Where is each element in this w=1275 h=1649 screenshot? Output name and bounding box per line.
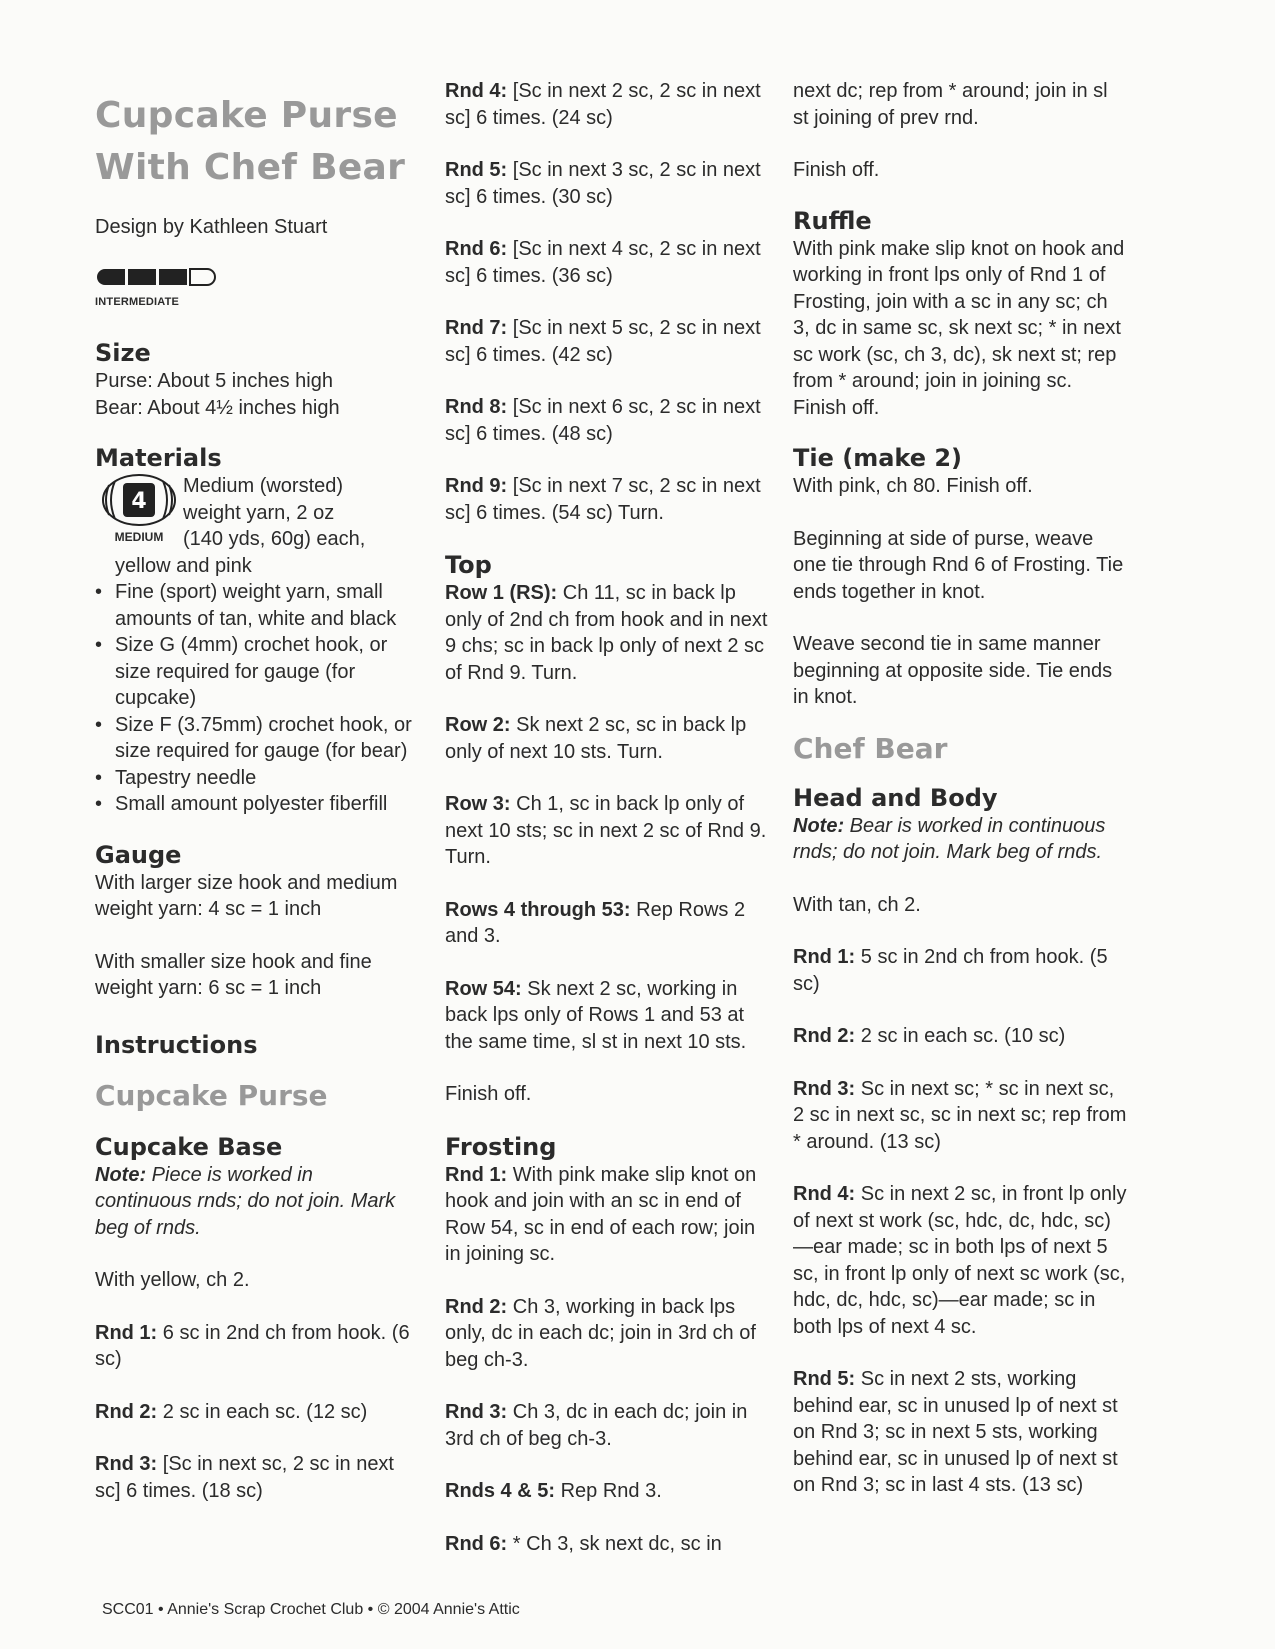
round-step <box>445 157 775 210</box>
ruffle-section <box>793 206 1128 422</box>
finish-off: Finish off. <box>793 159 880 181</box>
start-instruction: With tan, ch 2. <box>793 893 921 916</box>
step-text: With pink make slip knot on hook and join with an sc in end of Row 54, sc in end of each row; join in joining sc. <box>445 1163 757 1265</box>
step-label: Row 1 (RS): <box>445 582 558 604</box>
column-2 <box>445 78 775 1557</box>
skill-level-bar-icon <box>95 267 219 287</box>
round-step <box>445 1399 775 1452</box>
step-text: Rep Rows 2 and 3. <box>445 898 746 947</box>
gauge-section <box>95 840 415 1002</box>
yarn-line: weight yarn, 2 oz <box>183 501 335 524</box>
step-label: Rnds 4 & 5: <box>445 1480 556 1502</box>
cupcake-base-section <box>95 1132 415 1505</box>
step-label: Rnd 3: <box>95 1453 158 1475</box>
step-label: Rnd 9: <box>445 475 508 497</box>
step-text: [Sc in next 5 sc, 2 sc in next sc] 6 times. (42 sc) <box>445 317 761 366</box>
round-step <box>793 1023 1128 1050</box>
step-text: Ch 3, dc in each dc; join in 3rd ch of beg ch-3. <box>445 1401 748 1450</box>
yarn-colors: yellow and pink <box>115 554 252 577</box>
step-label: Rnd 1: <box>445 1163 508 1186</box>
list-item: • Small amount polyester fiberfill <box>95 791 415 818</box>
size-heading: Size <box>95 339 151 367</box>
step-label: Rnd 3: <box>793 1077 856 1100</box>
round-step <box>445 1294 775 1374</box>
row-step <box>445 580 775 686</box>
step-text: [Sc in next 6 sc, 2 sc in next sc] 6 times. (48 sc) <box>445 396 761 445</box>
round-step <box>445 236 775 289</box>
step-text: 2 sc in each sc. (10 sc) <box>860 1025 1066 1047</box>
tie-heading: Tie (make 2) <box>793 444 963 472</box>
round-step <box>445 78 775 131</box>
finish-off: Finish off. <box>445 1083 532 1105</box>
round-step <box>445 473 775 526</box>
round-step <box>793 1366 1128 1499</box>
step-text: [Sc in next 2 sc, 2 sc in next sc] 6 times. (24 sc) <box>445 80 761 129</box>
step-text: Rep Rnd 3. <box>560 1480 662 1502</box>
note <box>95 1162 415 1242</box>
materials-section <box>95 443 415 818</box>
round-step <box>445 394 775 447</box>
step-text: [Sc in next 4 sc, 2 sc in next sc] 6 times. (36 sc) <box>445 238 761 287</box>
step-label: Rnd 3: <box>445 1401 508 1423</box>
yarn-line: Medium (worsted) <box>183 475 344 497</box>
step-text: Sc in next 2 sts, working behind ear, sc in unused lp of next st on Rnd 3; sc in next 5 sts, working behind ear, sc in unused lp of next st on Rnd 3; sc in last 4 sts. (13 sc) <box>793 1368 1118 1496</box>
cupcake-purse-heading: Cupcake Purse <box>95 1078 328 1112</box>
column-1 <box>95 78 415 1504</box>
step-label: Rnd 2: <box>793 1025 856 1047</box>
tie-paragraph: Beginning at side of purse, weave one tie through Rnd 6 of Frosting. Tie ends together in knot. <box>793 527 1124 603</box>
round-step <box>445 315 775 368</box>
note <box>793 813 1128 866</box>
yarn-weight-label: MEDIUM <box>114 530 164 544</box>
step-text: [Sc in next 3 sc, 2 sc in next sc] 6 times. (30 sc) <box>445 159 761 208</box>
step-label: Rnd 5: <box>793 1368 856 1390</box>
size-section <box>95 338 415 421</box>
tie-paragraph: Weave second tie in same manner beginning at opposite side. Tie ends in knot. <box>793 633 1113 708</box>
step-label: Rnd 6: <box>445 238 508 260</box>
size-bear: Bear: About 4½ inches high <box>95 396 340 419</box>
ruffle-text: With pink make slip knot on hook and working in front lps only of Rnd 1 of Frosting, join with a sc in any sc; ch 3, dc in same sc, sk next sc; * in next sc work (sc, ch 3, dc), sk next st; rep from * around; join in joining sc. Finish off. <box>793 237 1125 419</box>
row-step <box>445 791 775 871</box>
round-step <box>95 1320 415 1373</box>
page-title <box>95 90 415 194</box>
round-step <box>445 1478 775 1505</box>
list-item: • Size G (4mm) crochet hook, or size required for gauge (for cupcake) <box>95 632 415 712</box>
row-step <box>445 976 775 1056</box>
step-label: Rows 4 through 53: <box>445 898 631 921</box>
gauge-paragraph: With smaller size hook and fine weight yarn: 6 sc = 1 inch <box>95 950 372 999</box>
materials-list <box>95 579 415 818</box>
yarn-line: (140 yds, 60g) each, <box>183 528 366 550</box>
chef-bear-heading: Chef Bear <box>793 731 948 765</box>
step-text: 5 sc in 2nd ch from hook. (5 sc) <box>793 946 1108 995</box>
step-label: Rnd 1: <box>95 1321 158 1344</box>
frosting-section <box>445 1132 775 1558</box>
start-instruction: With yellow, ch 2. <box>95 1269 250 1291</box>
step-text: Sk next 2 sc, working in back lps only of Rows 1 and 53 at the same time, sl st in next 10 sts. <box>445 977 747 1053</box>
step-text: * Ch 3, sk next dc, sc in <box>512 1532 722 1555</box>
tie-paragraph: With pink, ch 80. Finish off. <box>793 475 1033 497</box>
yarn-material <box>95 473 415 553</box>
size-purse: Purse: About 5 inches high <box>95 370 333 392</box>
step-label: Rnd 7: <box>445 317 508 339</box>
step-label: Rnd 8: <box>445 396 508 418</box>
step-label: Rnd 4: <box>445 80 508 102</box>
step-text: [Sc in next 7 sc, 2 sc in next sc] 6 times. (54 sc) Turn. <box>445 475 761 524</box>
title-line-2: With Chef Bear <box>95 147 406 188</box>
step-label: Rnd 2: <box>445 1295 508 1318</box>
instructions-heading: Instructions <box>95 1030 258 1059</box>
skill-level <box>95 267 415 308</box>
step-text: [Sc in next sc, 2 sc in next sc] 6 times. (18 sc) <box>95 1453 394 1502</box>
step-text: 2 sc in each sc. (12 sc) <box>162 1400 368 1423</box>
yarn-weight-number: 4 <box>131 489 147 514</box>
step-text: Sc in next 2 sc, in front lp only of next st work (sc, hdc, dc, hdc, sc)—ear made; sc in both lps of next 5 sc, in front lp only of next sc work (sc, hdc, dc, hdc, sc)—ear made; sc in both lps of next 4 sc. <box>793 1183 1127 1338</box>
step-label: Rnd 5: <box>445 159 508 181</box>
list-item: • Fine (sport) weight yarn, small amounts of tan, white and black <box>95 579 415 632</box>
step-label: Rnd 6: <box>445 1532 508 1555</box>
gauge-paragraph: With larger size hook and medium weight yarn: 4 sc = 1 inch <box>95 871 398 920</box>
designer-credit: Design by Kathleen Stuart <box>95 216 328 238</box>
title-line-1: Cupcake Purse <box>95 95 398 136</box>
round-step <box>793 1181 1128 1340</box>
step-label: Rnd 2: <box>95 1400 158 1423</box>
top-section <box>445 550 775 1108</box>
step-label: Rnd 4: <box>793 1183 856 1205</box>
row-step <box>445 897 775 950</box>
yarn-skein-icon <box>101 473 177 527</box>
round-step <box>445 1162 775 1268</box>
list-item: • Tapestry needle <box>95 765 415 792</box>
yarn-weight-symbol <box>95 473 183 544</box>
round-step <box>445 1531 775 1558</box>
frosting-heading: Frosting <box>445 1132 557 1161</box>
skill-level-label: INTERMEDIATE <box>95 296 180 308</box>
round-step <box>793 1076 1128 1156</box>
step-label: Row 2: <box>445 714 511 736</box>
head-body-section <box>793 783 1128 1499</box>
step-text: Ch 3, working in back lps only, dc in each dc; join in 3rd ch of beg ch-3. <box>445 1295 756 1371</box>
yarn-description <box>183 473 365 553</box>
note-label: Note: <box>793 814 845 837</box>
ruffle-heading: Ruffle <box>793 206 872 235</box>
step-text: 6 sc in 2nd ch from hook. (6 sc) <box>95 1321 410 1370</box>
round-step <box>793 944 1128 997</box>
step-label: Row 3: <box>445 793 511 815</box>
materials-heading: Materials <box>95 444 222 472</box>
note-label: Note: <box>95 1163 147 1186</box>
list-item: • Size F (3.75mm) crochet hook, or size required for gauge (for bear) <box>95 712 415 765</box>
step-text-continued: next dc; rep from * around; join in sl st joining of prev rnd. <box>793 80 1108 129</box>
step-text: Ch 11, sc in back lp only of 2nd ch from hook and in next 9 chs; sc in back lp only of next 2 sc of Rnd 9. Turn. <box>445 582 768 684</box>
round-step <box>95 1451 415 1504</box>
row-step <box>445 712 775 765</box>
step-text: Ch 1, sc in back lp only of next 10 sts; sc in next 2 sc of Rnd 9. Turn. <box>445 793 767 868</box>
step-text: Sc in next sc; * sc in next sc, 2 sc in next sc, sc in next sc; rep from * around. (13 sc) <box>793 1077 1127 1153</box>
top-heading: Top <box>445 551 492 579</box>
column-3 <box>793 78 1128 1499</box>
note-text: Bear is worked in continuous rnds; do not join. Mark beg of rnds. <box>793 814 1106 863</box>
page-footer: SCC01 • Annie's Scrap Crochet Club • © 2004 Annie's Attic <box>102 1601 520 1618</box>
step-label: Rnd 1: <box>793 946 856 968</box>
head-body-heading: Head and Body <box>793 783 998 812</box>
note-text: Piece is worked in continuous rnds; do not join. Mark beg of rnds. <box>95 1163 396 1239</box>
step-label: Row 54: <box>445 977 522 1000</box>
tie-section <box>793 443 1128 711</box>
gauge-heading: Gauge <box>95 840 182 869</box>
step-text: Sk next 2 sc, sc in back lp only of next 10 sts. Turn. <box>445 714 747 763</box>
round-step <box>95 1399 415 1426</box>
cupcake-base-heading: Cupcake Base <box>95 1132 283 1161</box>
